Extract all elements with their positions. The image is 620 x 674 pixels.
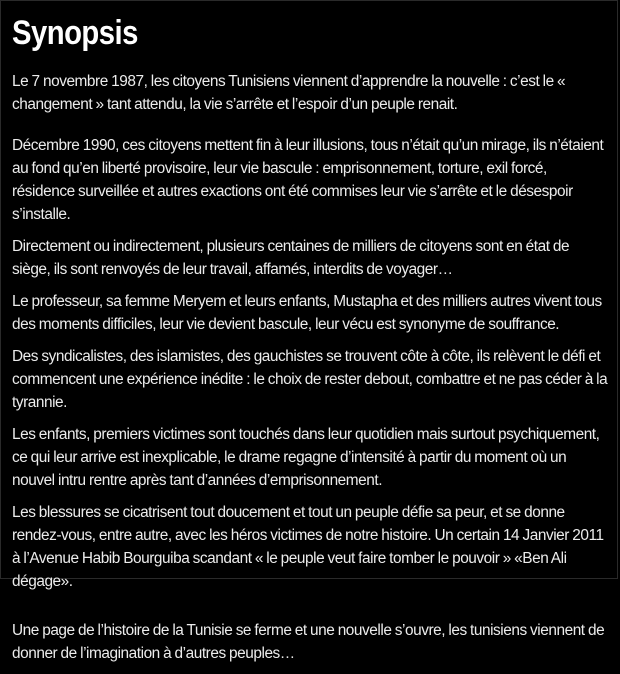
paragraph-1: Le 7 novembre 1987, les citoyens Tunisiens viennent d’apprendre la nouvelle : c’est le « changement » tant attendu, la vie s’arrête et l’espoir d’un peuple renait.: [12, 73, 566, 113]
paragraph-8: Une page de l’histoire de la Tunisie se ferme et une nouvelle s’ouvre, les tunisiens viennent de donner de l’imagination à d’autres peuples…: [12, 622, 605, 662]
paragraph-7: Les blessures se cicatrisent tout doucement et tout un peuple défie sa peur, et se donne rendez-vous, entre autre, avec les héros victimes de notre histoire. Un certain 14 Janvier 2011 à l’Avenue Habib Bourguiba scandant « le peuple veut faire tomber le pouvoir » «Ben Ali dégage».: [12, 504, 604, 590]
synopsis-article: [12, 10, 610, 674]
paragraph-5: Des syndicalistes, des islamistes, des gauchistes se trouvent côte à côte, ils relèvent le défi et commencent une expérience inédite : le choix de rester debout, combattre et ne pas céder à la tyrannie.: [12, 348, 608, 411]
paragraph-6: Les enfants, premiers victimes sont touchés dans leur quotidien mais surtout psychiquement, ce qui leur arrive est inexplicable, le drame regagne d’intensité à partir du moment où un nouvel intru rentre après tant d’années d’emprisonnement.: [12, 426, 600, 489]
paragraph-3: Directement ou indirectement, plusieurs centaines de milliers de citoyens sont en état de siège, ils sont renvoyés de leur travail, affamés, interdits de voyager…: [12, 238, 570, 278]
paragraph-2: Décembre 1990, ces citoyens mettent fin à leur illusions, tous n’était qu’un mirage, ils n’étaient au fond qu’en liberté provisoire, leur vie bascule : emprisonnement, torture, exil forcé, résidence surveillée et autres exactions ont été commises leur vie s’arrête et le désespoir s’installe.: [12, 137, 604, 223]
paragraph-4: Le professeur, sa femme Meryem et leurs enfants, Mustapha et des milliers autres vivent tous des moments difficiles, leur vie devient bascule, leur vécu est synonyme de souffrance.: [12, 293, 602, 333]
page-title: Synopsis: [12, 14, 138, 52]
